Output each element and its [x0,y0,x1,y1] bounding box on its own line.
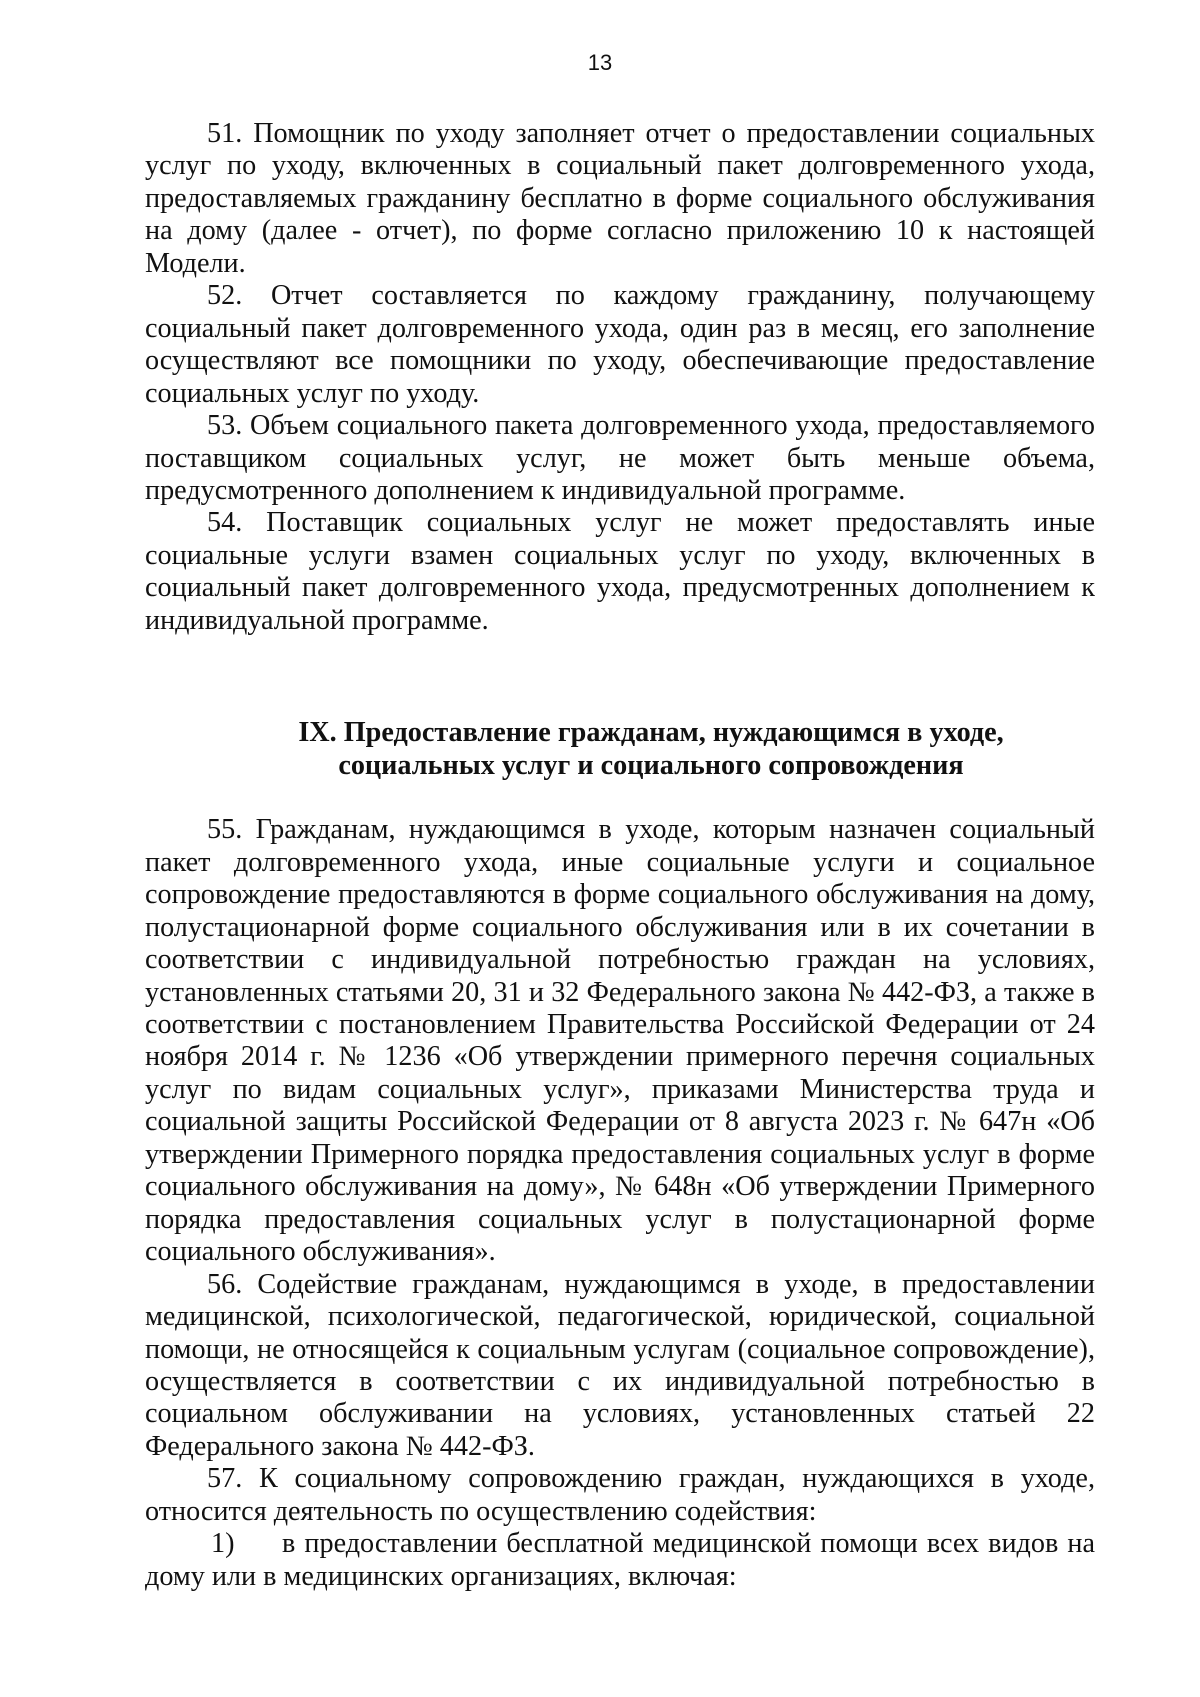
page-number: 13 [587,50,613,75]
spacer [145,782,1095,814]
list-item-number: 1) [211,1528,235,1560]
section-heading-line-2: социальных услуг и социального сопровождения [338,750,964,782]
list-item-1 [145,1528,1095,1593]
paragraph-56: 56. Содействие гражданам, нуждающимся в уходе, в предоставлении медицинской, психологической, педагогической, юридической, социальной помощи, не относящейся к социальным услугам (социальное сопровождение), осуществляется в соответствии с их индивидуальной потребностью в социальном обслуживании на условиях, установленных статьей 22 Федерального закона № 442-ФЗ. [145,1268,1095,1462]
list-item-text: в предоставлении бесплатной медицинской помощи всех видов на дому или в медицинских организациях, включая: [145,1528,1095,1592]
paragraph-54: 54. Поставщик социальных услуг не может предоставлять иные социальные услуги взамен социальных услуг по уходу, включенных в социальный пакет долговременного ухода, предусмотренных дополнением к индивидуальной программе. [145,507,1095,636]
spacer [145,637,1095,716]
section-heading [145,716,1095,782]
section-heading-line-1: IX. Предоставление гражданам, нуждающимся в уходе, [298,717,1004,749]
paragraph-55: 55. Гражданам, нуждающимся в уходе, которым назначен социальный пакет долговременного ухода, иные социальные услуги и социальное сопровождение предоставляются в форме социального обслуживания на дому, полустационарной форме социального обслуживания или в их сочетании в соответствии с индивидуальной потребностью граждан на условиях, установленных статьями 20, 31 и 32 Федерального закона № 442-ФЗ, а также в соответствии с постановлением Правительства Российской Федерации от 24 ноября 2014 г. № 1236 «Об утверждении примерного перечня социальных услуг по видам социальных услуг», приказами Министерства труда и социальной защиты Российской Федерации от 8 августа 2023 г. № 647н «Об утверждении Примерного порядка предоставления социальных услуг в форме социального обслуживания на дому», № 648н «Об утверждении Примерного порядка предоставления социальных услуг в полустационарной форме социального обслуживания». [145,814,1095,1268]
paragraph-53: 53. Объем социального пакета долговременного ухода, предоставляемого поставщиком социальных услуг, не может быть меньше объема, предусмотренного дополнением к индивидуальной программе. [145,410,1095,506]
document-body [145,118,1095,1593]
paragraph-51: 51. Помощник по уходу заполняет отчет о предоставлении социальных услуг по уходу, включенных в социальный пакет долговременного ухода, предоставляемых гражданину бесплатно в форме социального обслуживания на дому (далее - отчет), по форме согласно приложению 10 к настоящей Модели. [145,118,1095,279]
paragraph-57: 57. К социальному сопровождению граждан, нуждающихся в уходе, относится деятельность по осуществлению содействия: [145,1463,1095,1527]
paragraph-52: 52. Отчет составляется по каждому гражданину, получающему социальный пакет долговременного ухода, один раз в месяц, его заполнение осуществляют все помощники по уходу, обеспечивающие предоставление социальных услуг по уходу. [145,280,1095,409]
